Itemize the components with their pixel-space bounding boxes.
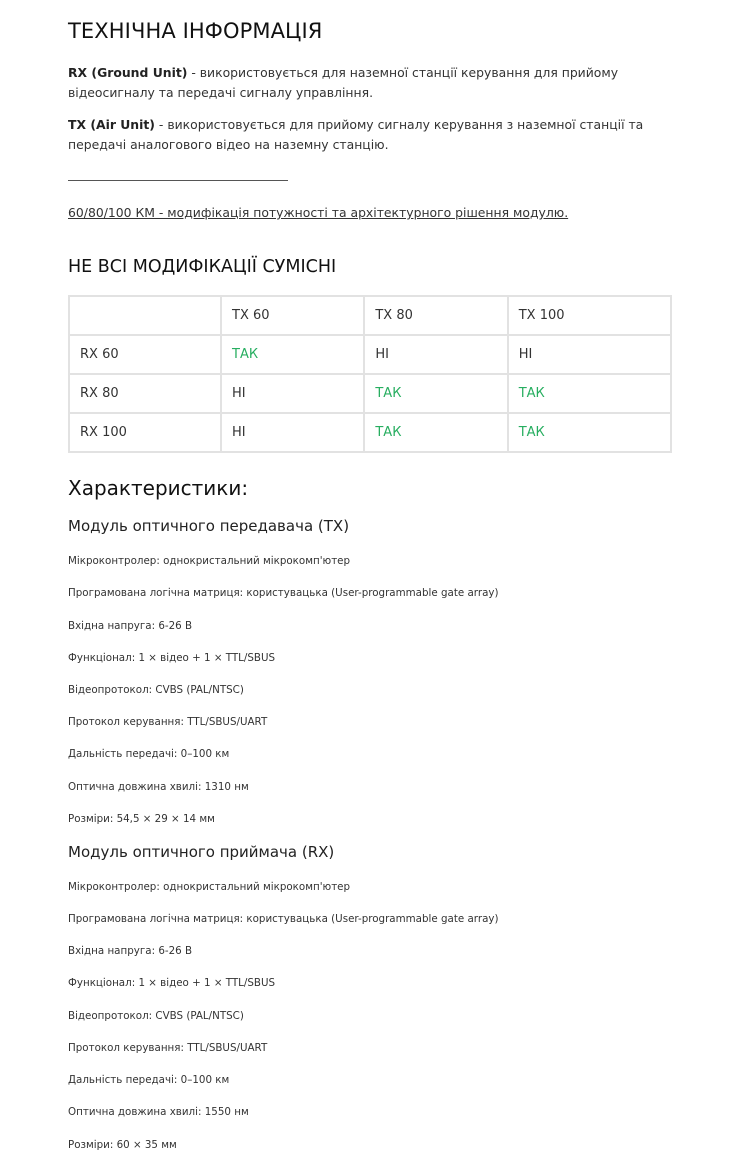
row-label: RX 80 bbox=[69, 374, 221, 413]
row-label: RX 100 bbox=[69, 413, 221, 452]
table-cell: ТАК bbox=[221, 335, 364, 374]
table-cell: ТАК bbox=[508, 374, 671, 413]
compatibility-heading: НЕ ВСІ МОДИФІКАЦІЇ СУМІСНІ bbox=[68, 257, 337, 277]
rx-text: - використовується для наземної станції керування для прийому відеосигналу та передачі сигналу управління. bbox=[68, 65, 619, 100]
table-header-cell: TX 60 bbox=[221, 296, 364, 335]
table-cell: НІ bbox=[221, 374, 364, 413]
tx-text: - використовується для прийому сигналу керування з наземної станції та передачі аналогового відео на наземну станцію. bbox=[68, 117, 644, 152]
spec-item: Мікроконтролер: однокристальний мікрокомп'ютер bbox=[68, 555, 351, 567]
table-row bbox=[69, 335, 671, 374]
divider bbox=[68, 180, 288, 181]
tx-module-title: Модуль оптичного передавача (TX) bbox=[68, 517, 350, 535]
spec-item: Функціонал: 1 × відео + 1 × TTL/SBUS bbox=[68, 977, 276, 989]
spec-item: Протокол керування: TTL/SBUS/UART bbox=[68, 1042, 268, 1054]
table-header-cell bbox=[69, 296, 221, 335]
rx-description bbox=[68, 63, 668, 103]
spec-item: Протокол керування: TTL/SBUS/UART bbox=[68, 716, 268, 728]
spec-item: Функціонал: 1 × відео + 1 × TTL/SBUS bbox=[68, 652, 276, 664]
spec-item: Вхідна напруга: 6-26 В bbox=[68, 620, 193, 632]
spec-item: Оптична довжина хвилі: 1550 нм bbox=[68, 1106, 249, 1118]
table-cell: НІ bbox=[221, 413, 364, 452]
table-row bbox=[69, 413, 671, 452]
table-cell: НІ bbox=[364, 335, 507, 374]
specs-heading: Характеристики: bbox=[68, 476, 249, 500]
table-header-row bbox=[69, 296, 671, 335]
tx-description bbox=[68, 115, 668, 155]
spec-item: Дальність передачі: 0–100 км bbox=[68, 748, 230, 760]
table-cell: ТАК bbox=[508, 413, 671, 452]
spec-item: Відеопротокол: CVBS (PAL/NTSC) bbox=[68, 1010, 244, 1022]
spec-item: Програмована логічна матриця: користувацька (User-programmable gate array) bbox=[68, 913, 499, 925]
spec-item: Дальність передачі: 0–100 км bbox=[68, 1074, 230, 1086]
modification-note: 60/80/100 КМ - модифікація потужності та архітектурного рішення модулю. bbox=[68, 205, 569, 220]
table-cell: ТАК bbox=[364, 374, 507, 413]
table-header-cell: TX 100 bbox=[508, 296, 671, 335]
row-label: RX 60 bbox=[69, 335, 221, 374]
table-row bbox=[69, 374, 671, 413]
spec-item: Розміри: 60 × 35 мм bbox=[68, 1139, 177, 1151]
spec-item: Програмована логічна матриця: користувацька (User-programmable gate array) bbox=[68, 587, 499, 599]
table-cell: ТАК bbox=[364, 413, 507, 452]
table-header-cell: TX 80 bbox=[364, 296, 507, 335]
rx-label: RX (Ground Unit) bbox=[68, 65, 188, 80]
spec-item: Оптична довжина хвилі: 1310 нм bbox=[68, 781, 249, 793]
compatibility-table bbox=[68, 295, 672, 453]
spec-item: Мікроконтролер: однокристальний мікрокомп'ютер bbox=[68, 881, 351, 893]
page-title: ТЕХНІЧНА ІНФОРМАЦІЯ bbox=[68, 19, 323, 43]
spec-item: Розміри: 54,5 × 29 × 14 мм bbox=[68, 813, 215, 825]
spec-item: Відеопротокол: CVBS (PAL/NTSC) bbox=[68, 684, 244, 696]
table-cell: НІ bbox=[508, 335, 671, 374]
spec-item: Вхідна напруга: 6-26 В bbox=[68, 945, 193, 957]
rx-module-title: Модуль оптичного приймача (RX) bbox=[68, 843, 335, 861]
tx-label: TX (Air Unit) bbox=[68, 117, 155, 132]
